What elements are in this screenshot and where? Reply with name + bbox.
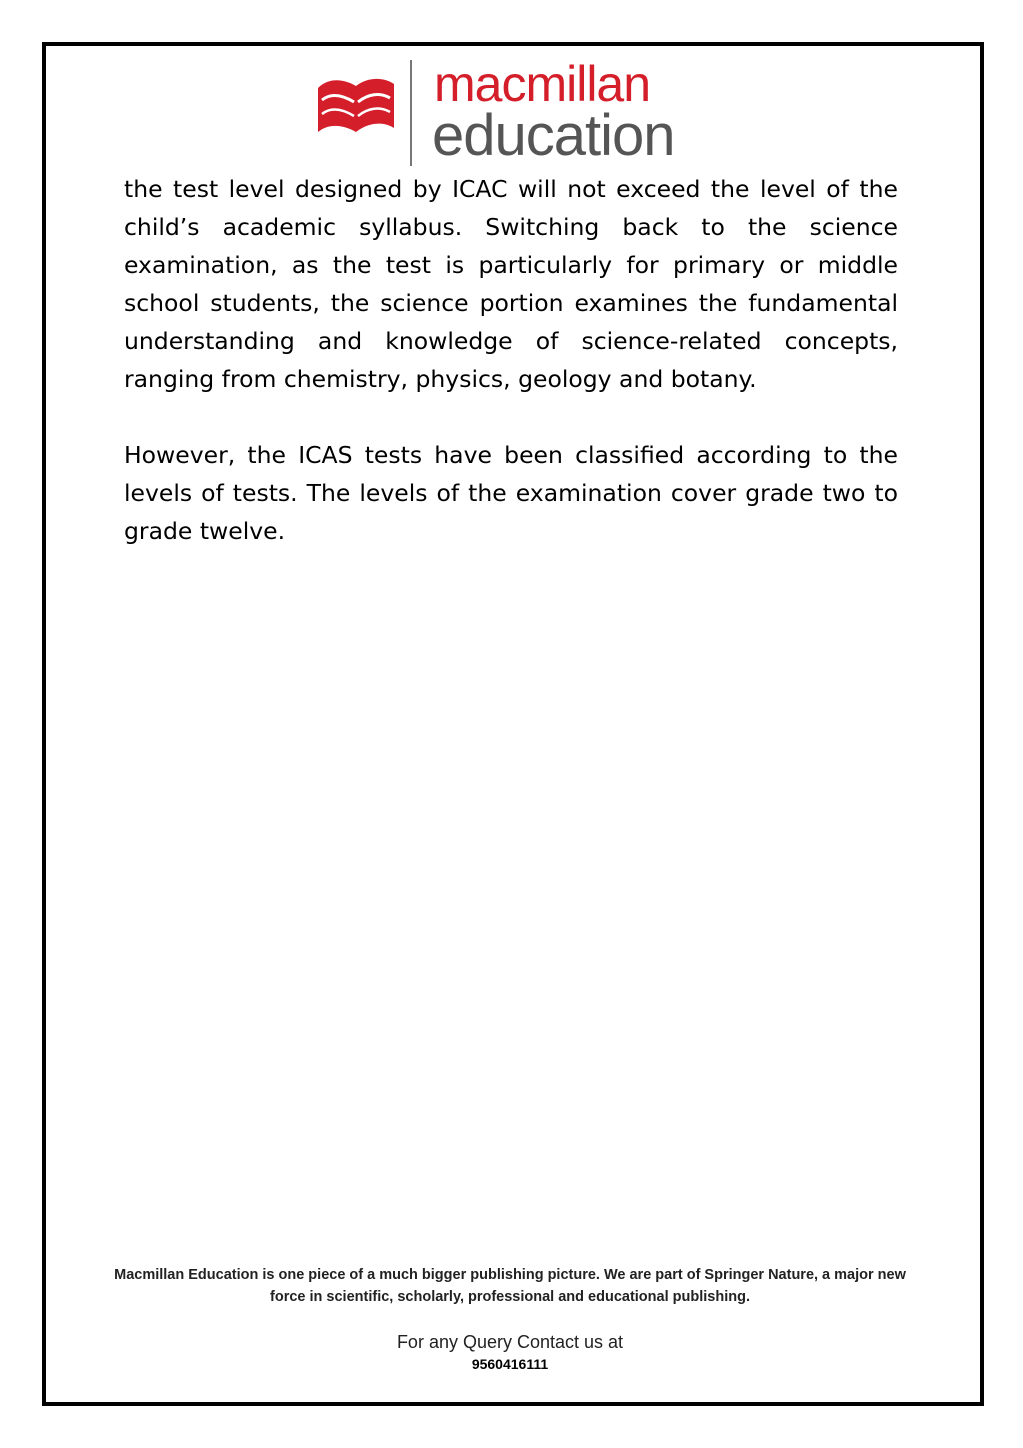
body-paragraph-1: the test level designed by ICAC will not exceed the level of the child’s academic syllabus. Switching back to the science examination, as the test is particularly for primary or middle school students, the science portion examines the fundamental understanding and knowledge of science-related concepts, ranging from chemistry, physics, geology and botany. [124,175,898,393]
logo-text-macmillan: macmillan [434,56,651,112]
contact-label: For any Query Contact us at [396,1332,624,1352]
flag-logo-icon [316,70,396,140]
body-paragraph-2: However, the ICAS tests have been classified according to the levels of tests. The levels of the examination cover grade two to grade twelve. [124,441,898,545]
footer-contact [310,1330,710,1374]
contact-phone-number: 9560416111 [471,1356,549,1372]
footer-publisher-note: Macmillan Education is one piece of a much bigger publishing picture. We are part of Springer Nature, a major new force in scientific, scholarly, professional and educational publishing. [114,1267,906,1305]
macmillan-education-logo [316,56,716,172]
logo-divider [410,60,412,166]
logo-text-education: education [432,103,675,168]
article-body [124,170,898,588]
